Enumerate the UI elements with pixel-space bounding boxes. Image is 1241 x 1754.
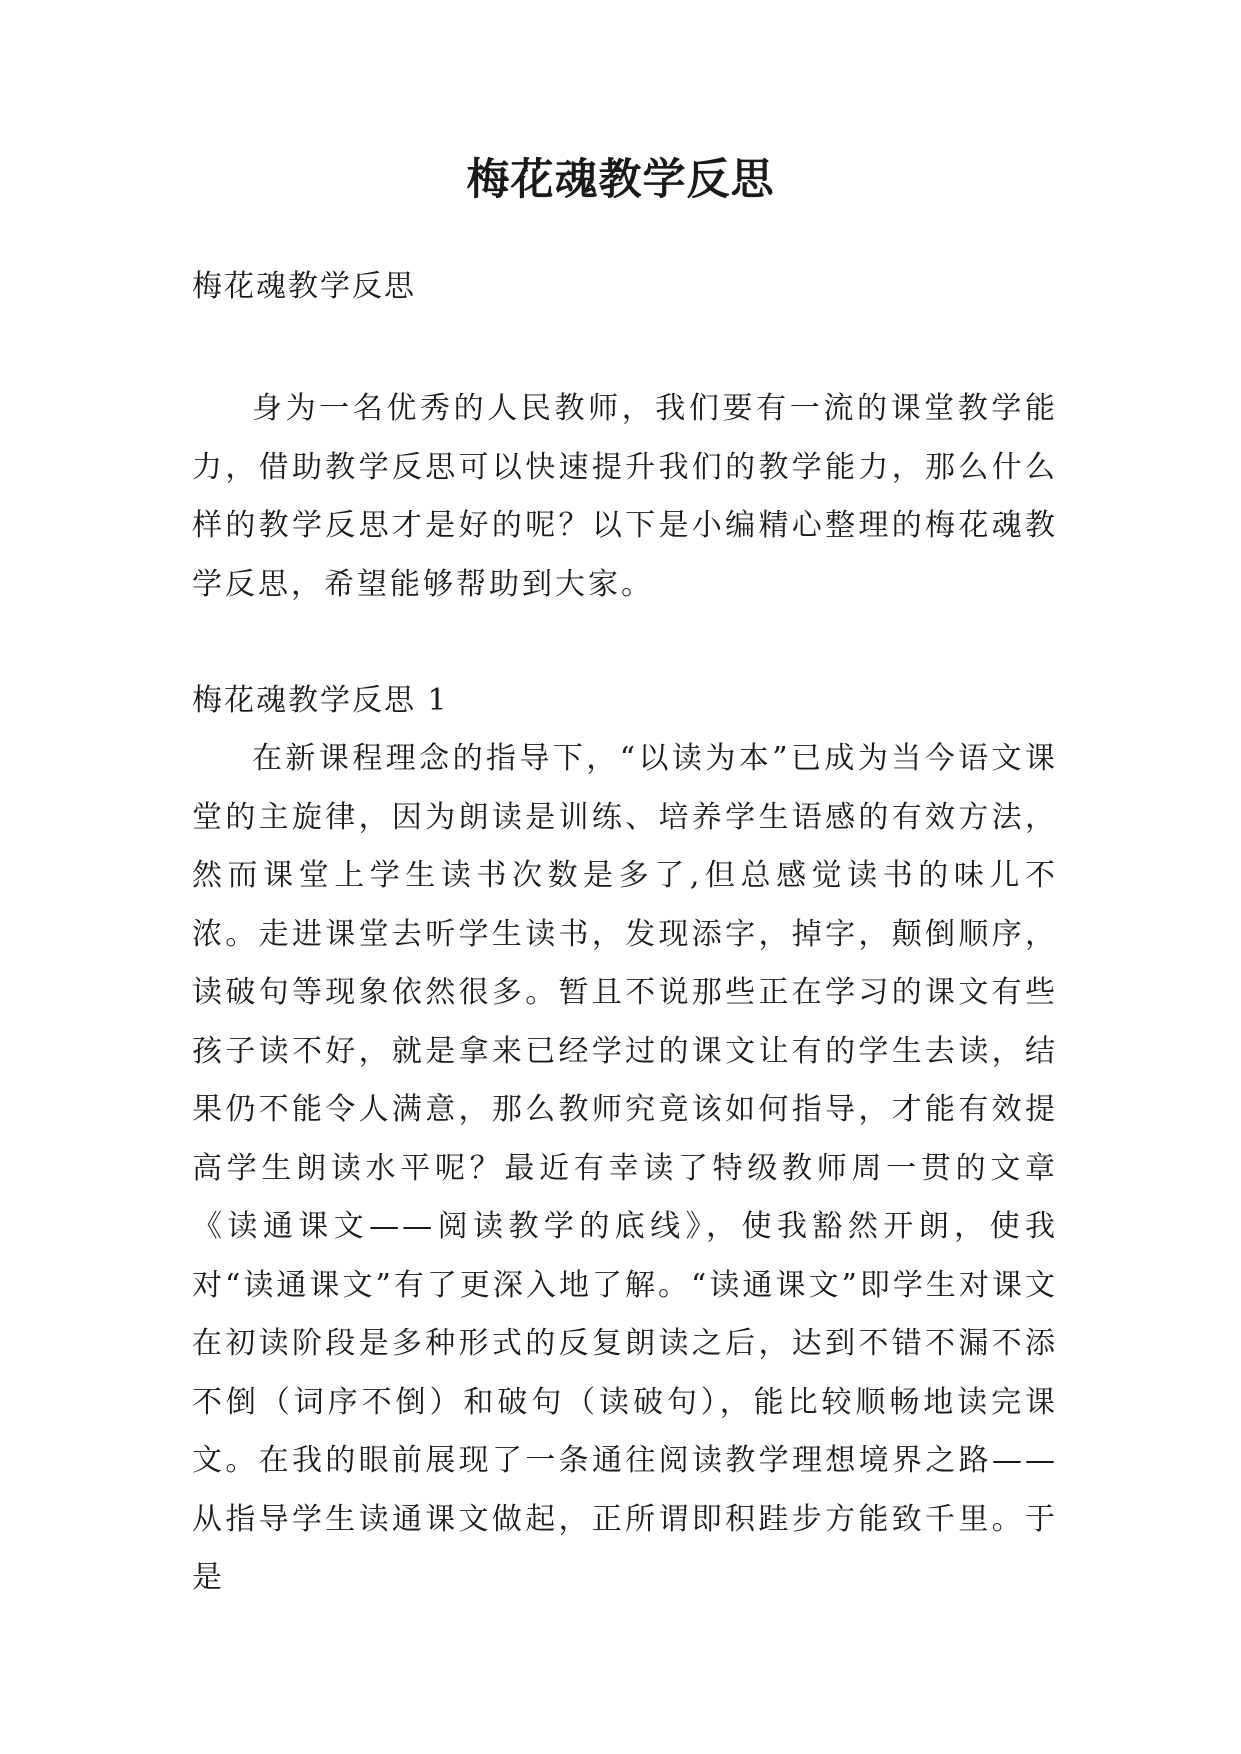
section-heading: 梅花魂教学反思 1 [192,683,449,718]
document-title: 梅花魂教学反思 [466,155,775,205]
intro-paragraph: 身为一名优秀的人民教师，我们要有一流的课堂教学能力，借助教学反思可以快速提升我们的教学能力，那么什么样的教学反思才是好的呢？以下是小编精心整理的梅花魂教学反思，希望能够帮助到大家。 [192,391,1058,602]
document-body [192,258,1058,1608]
section-paragraph: 在新课程理念的指导下，“以读为本”已成为当今语文课堂的主旋律，因为朗读是训练、培养学生语感的有效方法，然而课堂上学生读书次数是多了,但总感觉读书的味儿不浓。走进课堂去听学生读书，发现添字，掉字，颠倒顺序，读破句等现象依然很多。暂且不说那些正在学习的课文有些孩子读不好，就是拿来已经学过的课文让有的学生去读，结果仍不能令人满意，那么教师究竟该如何指导，才能有效提高学生朗读水平呢？最近有幸读了特级教师周一贯的文章《读通课文——阅读教学的底线》，使我豁然开朗，使我对“读通课文”有了更深入地了解。“读通课文”即学生对课文在初读阶段是多种形式的反复朗读之后，达到不错不漏不添不倒（词序不倒）和破句（读破句），能比较顺畅地读完课文。在我的眼前展现了一条通往阅读教学理想境界之路——从指导学生读通课文做起，正所谓即积跬步方能致千里。于是 [192,741,1058,1595]
document-subtitle: 梅花魂教学反思 [192,269,416,304]
